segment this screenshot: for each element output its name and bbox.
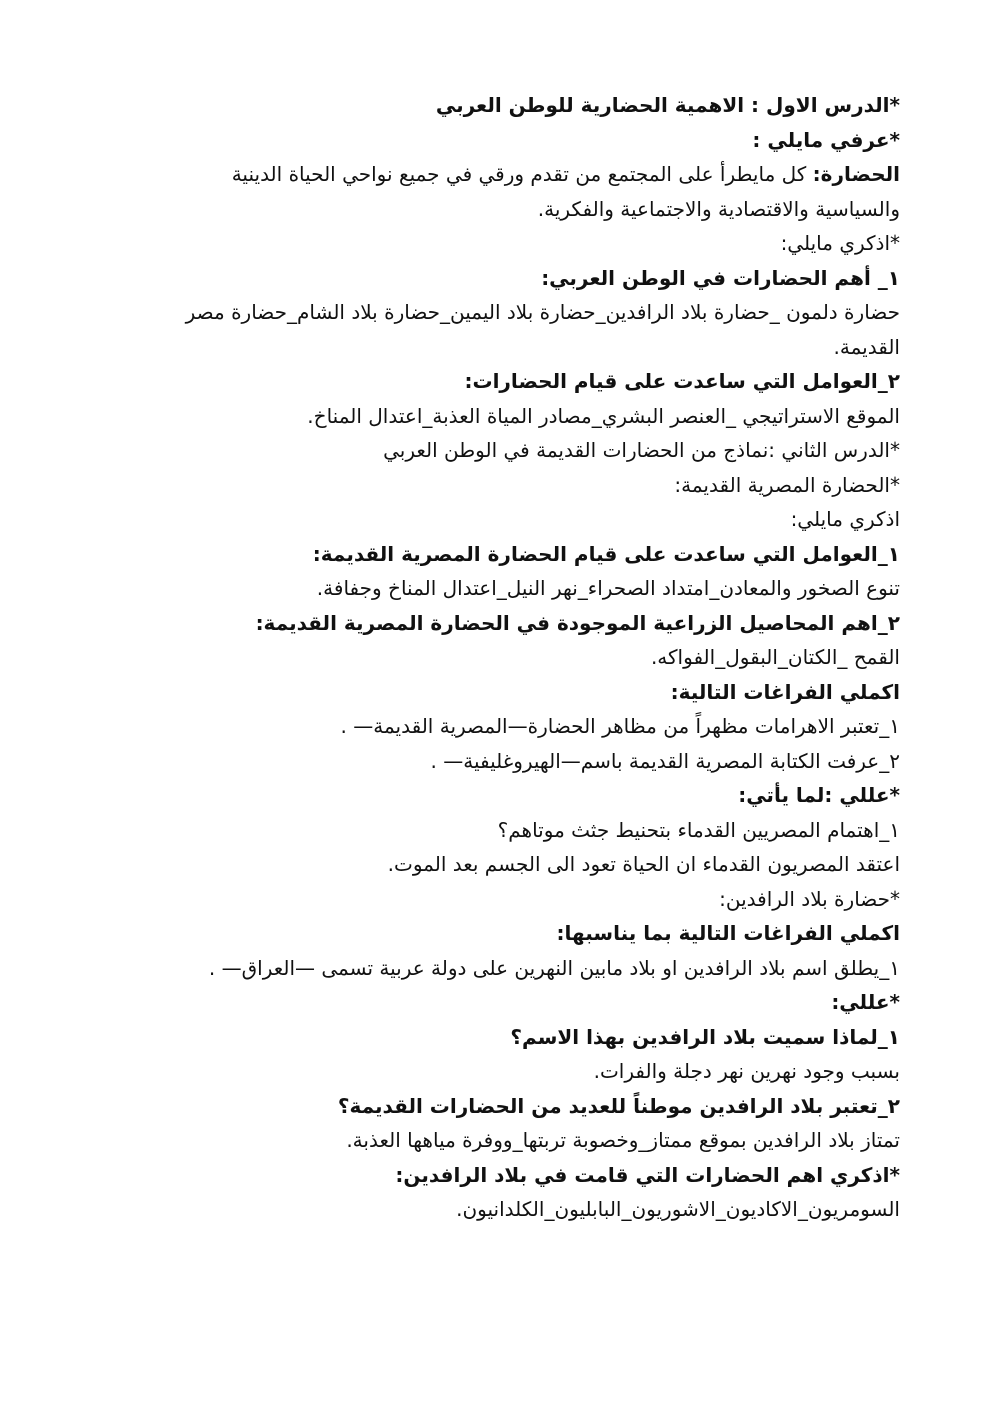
lesson-one-title: *الدرس الاول : الاهمية الحضارية للوطن العربي [435,93,900,117]
definition-text: كل مايطرأ على المجتمع من تقدم ورقي في جميع نواحي الحياة الدينية والسياسية والاقتصادية والاجتماعية والفكرية. [231,162,900,221]
answer-text: تمتاز بلاد الرافدين بموقع ممتاز_وخصوبة تربتها_ووفرة مياهها العذبة. [346,1128,900,1152]
section-heading: *الحضارة المصرية القديمة: [674,472,900,497]
fill-blanks-heading: اكملي الفراغات التالية بما يناسبها: [556,921,900,945]
define-heading: *عرفي مايلي : [752,127,900,152]
fill-blank-item: ٢_عرفت الكتابة المصرية القديمة باسم—الهيروغليفية— . [430,748,900,773]
civilization-definition [150,157,900,226]
question-heading: ١_العوامل التي ساعدت على قيام الحضارة المصرية القديمة: [312,541,900,566]
explain-heading: *عللي: [831,990,900,1014]
question-heading: ٢_تعتبر بلاد الرافدين موطناً للعديد من الحضارات القديمة؟ [337,1093,900,1118]
fill-blank-item: ١_يطلق اسم بلاد الرافدين او بلاد مابين النهرين على دولة عربية تسمى —العراق— . [208,955,900,980]
answer-text: السومريون_الاكاديون_الاشوريون_البابليون_الكلدانيون. [456,1197,900,1221]
answer-text: الموقع الاستراتيجي _العنصر البشري_مصادر المياة العذبة_اعتدال المناخ. [307,403,900,428]
question-heading: ٢_اهم المحاصيل الزراعية الموجودة في الحضارة المصرية القديمة: [255,610,900,635]
section-heading: *حضارة بلاد الرافدين: [719,886,900,911]
question-heading: ١_لماذا سميت بلاد الرافدين بهذا الاسم؟ [510,1024,900,1049]
fill-blanks-heading: اكملي الفراغات التالية: [670,679,900,704]
answer-text: اعتقد المصريون القدماء ان الحياة تعود الى الجسم بعد الموت. [387,852,900,876]
question-heading: ٢_العوامل التي ساعدت على قيام الحضارات: [464,369,900,393]
mention-heading: اذكري مايلي: [790,507,900,531]
mention-heading: *اذكري مايلي: [780,231,900,255]
question-text: ١_اهتمام المصريين القدماء بتحنيط جثث موتاهم؟ [497,817,900,842]
explain-heading: *عللي :لما يأتي: [738,783,900,807]
answer-text: حضارة دلمون _حضارة بلاد الرافدين_حضارة بلاد اليمين_حضارة بلاد الشام_حضارة مصر القديمة. [185,300,900,359]
lesson-two-title: *الدرس الثاني :نماذج من الحضارات القديمة في الوطن العربي [383,438,900,462]
answer-text: بسبب وجود نهرين نهر دجلة والفرات. [593,1059,900,1083]
answer-text: تنوع الصخور والمعادن_امتداد الصحراء_نهر النيل_اعتدال المناخ وجفافة. [316,576,900,600]
definition-term: الحضارة: [812,162,900,186]
answer-text: القمح _الكتان_البقول_الفواكه. [650,645,900,669]
question-heading: ١_ أهم الحضارات في الوطن العربي: [541,265,900,290]
question-heading: *اذكري اهم الحضارات التي قامت في بلاد الرافدين: [395,1162,900,1187]
document-page [150,88,900,1227]
fill-blank-item: ١_تعتبر الاهرامات مظهراً من مظاهر الحضارة—المصرية القديمة— . [340,714,900,738]
